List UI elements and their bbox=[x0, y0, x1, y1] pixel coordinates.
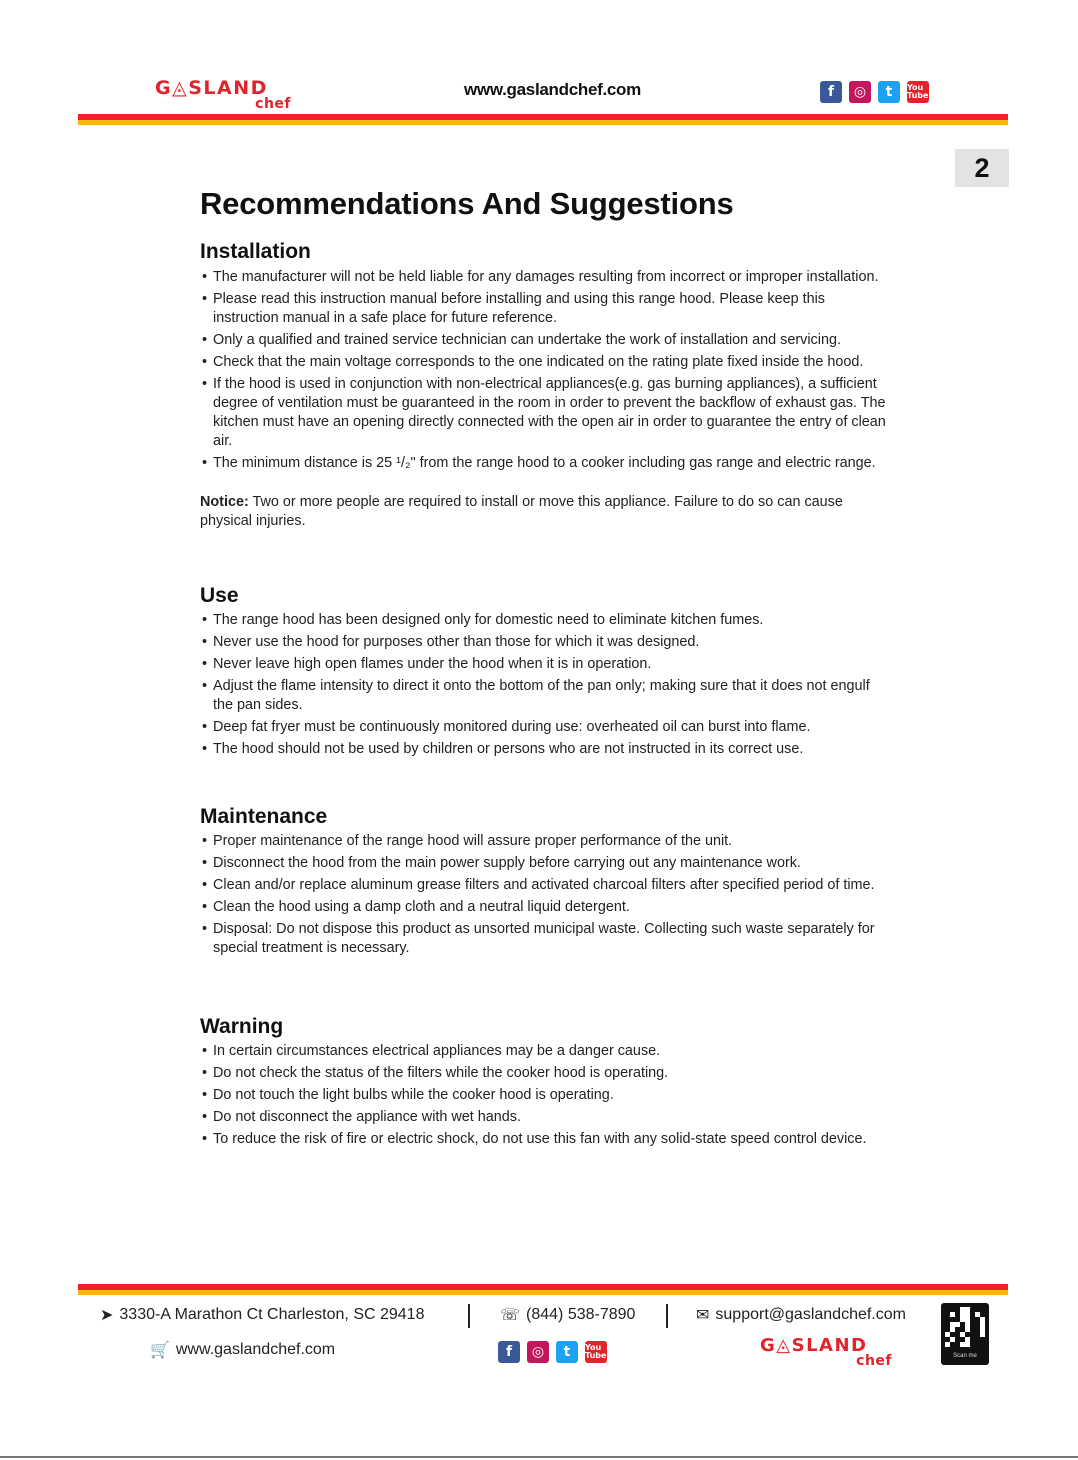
youtube-icon[interactable]: You Tube bbox=[585, 1341, 607, 1363]
header-social-icons bbox=[820, 81, 929, 103]
page-title: Recommendations And Suggestions bbox=[200, 186, 734, 221]
brand-logo-sub: chef bbox=[856, 1353, 892, 1369]
email-icon: ✉ bbox=[696, 1307, 710, 1324]
footer-address bbox=[100, 1305, 424, 1325]
header-divider bbox=[78, 114, 1008, 125]
twitter-icon[interactable]: t bbox=[878, 81, 900, 103]
installation-heading: Installation bbox=[200, 240, 311, 263]
list-item: • Never use the hood for purposes other than those for which it was designed. bbox=[200, 633, 890, 652]
qr-code-icon[interactable] bbox=[941, 1303, 989, 1365]
phone-text[interactable]: (844) 538-7890 bbox=[526, 1306, 636, 1323]
list-item: • Deep fat fryer must be continuously monitored during use: overheated oil can burst into flame. bbox=[200, 718, 890, 737]
maintenance-list bbox=[200, 832, 890, 958]
list-item: • Do not check the status of the filters while the cooker hood is operating. bbox=[200, 1064, 890, 1083]
installation-list bbox=[200, 268, 890, 473]
list-item: • The minimum distance is 25 ¹/₂" from the range hood to a cooker including gas range and electric range. bbox=[200, 454, 890, 473]
address-text: 3330-A Marathon Ct Charleston, SC 29418 bbox=[119, 1306, 425, 1323]
list-item: • Never leave high open flames under the hood when it is in operation. bbox=[200, 655, 890, 674]
maintenance-heading: Maintenance bbox=[200, 805, 328, 828]
list-item: • Do not disconnect the appliance with wet hands. bbox=[200, 1108, 890, 1127]
footer-website bbox=[150, 1340, 335, 1360]
cart-icon: 🛒 bbox=[150, 1342, 170, 1359]
footer-phone bbox=[500, 1305, 635, 1325]
installation-notice bbox=[200, 493, 890, 531]
instagram-icon[interactable]: ◎ bbox=[849, 81, 871, 103]
header-website-link[interactable]: www.gaslandchef.com bbox=[464, 80, 641, 99]
list-item: • Do not touch the light bulbs while the cooker hood is operating. bbox=[200, 1086, 890, 1105]
youtube-icon[interactable]: You Tube bbox=[907, 81, 929, 103]
list-item: • In certain circumstances electrical appliances may be a danger cause. bbox=[200, 1042, 890, 1061]
list-item: • Please read this instruction manual before installing and using this range hood. Please keep this instruction manual in a safe place for future reference. bbox=[200, 290, 890, 328]
list-item: • If the hood is used in conjunction with non-electrical appliances(e.g. gas burning appliances), a sufficient degree of ventilation must be guaranteed in the room in order to prevent the backflow of exhaust gas. The kitchen must have an opening directly connected with the open air in order to guarantee the entry of clean air. bbox=[200, 375, 890, 451]
phone-icon: ☏ bbox=[500, 1307, 521, 1324]
list-item: • Only a qualified and trained service technician can undertake the work of installation and servicing. bbox=[200, 331, 890, 350]
list-item: • Adjust the flame intensity to direct it onto the bottom of the pan only; making sure that it does not engulf the pan sides. bbox=[200, 677, 890, 715]
brand-logo-main: G◬SLAND bbox=[760, 1335, 868, 1356]
brand-logo-sub: chef bbox=[255, 96, 291, 112]
footer-divider bbox=[78, 1284, 1008, 1295]
main-content bbox=[200, 185, 890, 1152]
brand-logo-footer bbox=[760, 1337, 892, 1368]
footer-social-icons bbox=[498, 1341, 607, 1363]
qr-caption: Scan me bbox=[953, 1353, 977, 1359]
page-bottom-edge bbox=[0, 1456, 1078, 1458]
use-heading: Use bbox=[200, 584, 239, 607]
page-number: 2 bbox=[955, 149, 1009, 187]
list-item: • The hood should not be used by children or persons who are not instructed in its correct use. bbox=[200, 740, 890, 759]
instagram-icon[interactable]: ◎ bbox=[527, 1341, 549, 1363]
list-item: • Disposal: Do not dispose this product as unsorted municipal waste. Collecting such waste separately for special treatment is necessary. bbox=[200, 920, 890, 958]
facebook-icon[interactable]: f bbox=[498, 1341, 520, 1363]
list-item: • Clean and/or replace aluminum grease filters and activated charcoal filters after specified period of time. bbox=[200, 876, 890, 895]
twitter-icon[interactable]: t bbox=[556, 1341, 578, 1363]
website-text[interactable]: www.gaslandchef.com bbox=[175, 1341, 336, 1358]
notice-text: Two or more people are required to install or move this appliance. Failure to do so can cause physical injuries. bbox=[200, 494, 843, 529]
use-list bbox=[200, 611, 890, 759]
warning-heading: Warning bbox=[200, 1015, 284, 1038]
notice-label: Notice: bbox=[200, 494, 249, 510]
list-item: • The manufacturer will not be held liable for any damages resulting from incorrect or improper installation. bbox=[200, 268, 890, 287]
list-item: • Disconnect the hood from the main power supply before carrying out any maintenance work. bbox=[200, 854, 890, 873]
footer-separator bbox=[468, 1304, 470, 1328]
facebook-icon[interactable]: f bbox=[820, 81, 842, 103]
brand-logo-main: G◬SLAND bbox=[155, 77, 268, 99]
warning-list bbox=[200, 1042, 890, 1149]
brand-logo bbox=[155, 79, 291, 111]
email-text[interactable]: support@gaslandchef.com bbox=[715, 1306, 906, 1323]
list-item: • Clean the hood using a damp cloth and a neutral liquid detergent. bbox=[200, 898, 890, 917]
location-arrow-icon: ➤ bbox=[100, 1307, 114, 1324]
footer-separator bbox=[666, 1304, 668, 1328]
qr-pattern bbox=[945, 1307, 985, 1347]
list-item: • Proper maintenance of the range hood will assure proper performance of the unit. bbox=[200, 832, 890, 851]
list-item: • Check that the main voltage corresponds to the one indicated on the rating plate fixed inside the hood. bbox=[200, 353, 890, 372]
list-item: • To reduce the risk of fire or electric shock, do not use this fan with any solid-state speed control device. bbox=[200, 1130, 890, 1149]
list-item: • The range hood has been designed only for domestic need to eliminate kitchen fumes. bbox=[200, 611, 890, 630]
footer-email bbox=[696, 1305, 906, 1325]
